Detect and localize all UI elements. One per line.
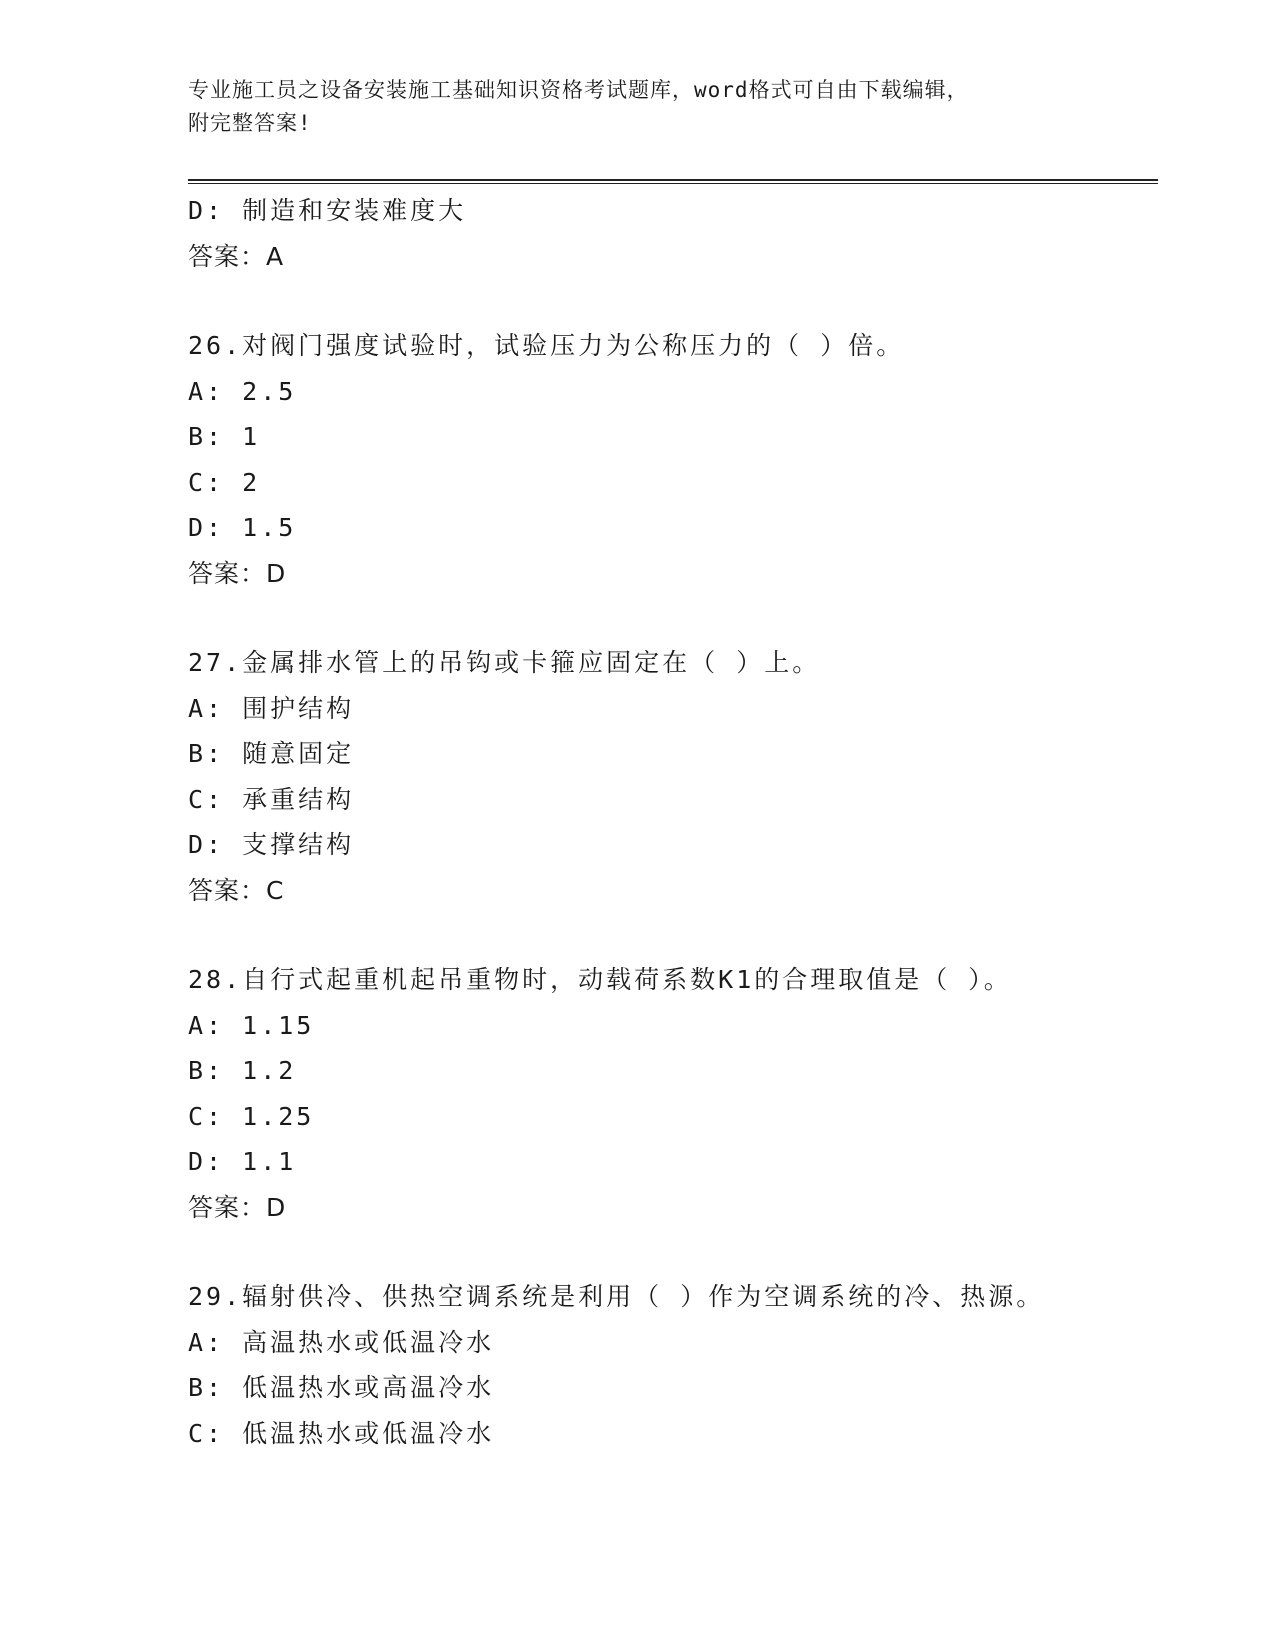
question-gap	[188, 596, 1158, 640]
option-d: D: 支撑结构	[188, 830, 355, 859]
question-27	[188, 640, 1158, 913]
previous-question-fragment	[188, 188, 1158, 279]
option-a: A: 围护结构	[188, 693, 355, 723]
header-divider	[188, 179, 1158, 184]
option-b: B: 低温热水或高温冷水	[188, 1373, 495, 1402]
question-26	[188, 323, 1158, 596]
question-29	[188, 1274, 1158, 1456]
question-gap	[188, 279, 1158, 323]
question-stem: 27.金属排水管上的吊钩或卡箍应固定在（ ）上。	[188, 648, 821, 677]
option-d: D: 制造和安装难度大	[188, 196, 467, 225]
question-stem: 26.对阀门强度试验时，试验压力为公称压力的（ ）倍。	[188, 331, 905, 360]
question-list	[188, 188, 1158, 1456]
answer-line: 答案：C	[188, 875, 285, 905]
option-d: D: 1.1	[188, 1147, 297, 1176]
option-c: C: 低温热水或低温冷水	[188, 1418, 495, 1448]
answer-line: 答案：D	[188, 1192, 287, 1222]
option-c: C: 1.25	[188, 1101, 315, 1131]
document-header	[188, 74, 1088, 140]
header-line-2: 附完整答案!	[188, 111, 312, 135]
option-c: C: 2	[188, 467, 261, 497]
option-a: A: 1.15	[188, 1010, 315, 1040]
question-gap	[188, 913, 1158, 957]
header-line-1: 专业施工员之设备安装施工基础知识资格考试题库，word格式可自由下载编辑，	[188, 78, 969, 102]
answer-line: 答案：A	[188, 241, 285, 271]
option-d: D: 1.5	[188, 513, 297, 542]
option-b: B: 随意固定	[188, 739, 355, 768]
question-stem: 29.辐射供冷、供热空调系统是利用（ ）作为空调系统的冷、热源。	[188, 1282, 1045, 1311]
answer-line: 答案：D	[188, 558, 287, 588]
option-a: A: 高温热水或低温冷水	[188, 1327, 495, 1357]
option-a: A: 2.5	[188, 376, 297, 406]
option-b: B: 1.2	[188, 1056, 297, 1085]
option-c: C: 承重结构	[188, 784, 355, 814]
question-28	[188, 957, 1158, 1230]
question-gap	[188, 1230, 1158, 1274]
question-stem: 28.自行式起重机起吊重物时，动载荷系数K1的合理取值是（ ）。	[188, 965, 1012, 994]
option-b: B: 1	[188, 422, 261, 451]
